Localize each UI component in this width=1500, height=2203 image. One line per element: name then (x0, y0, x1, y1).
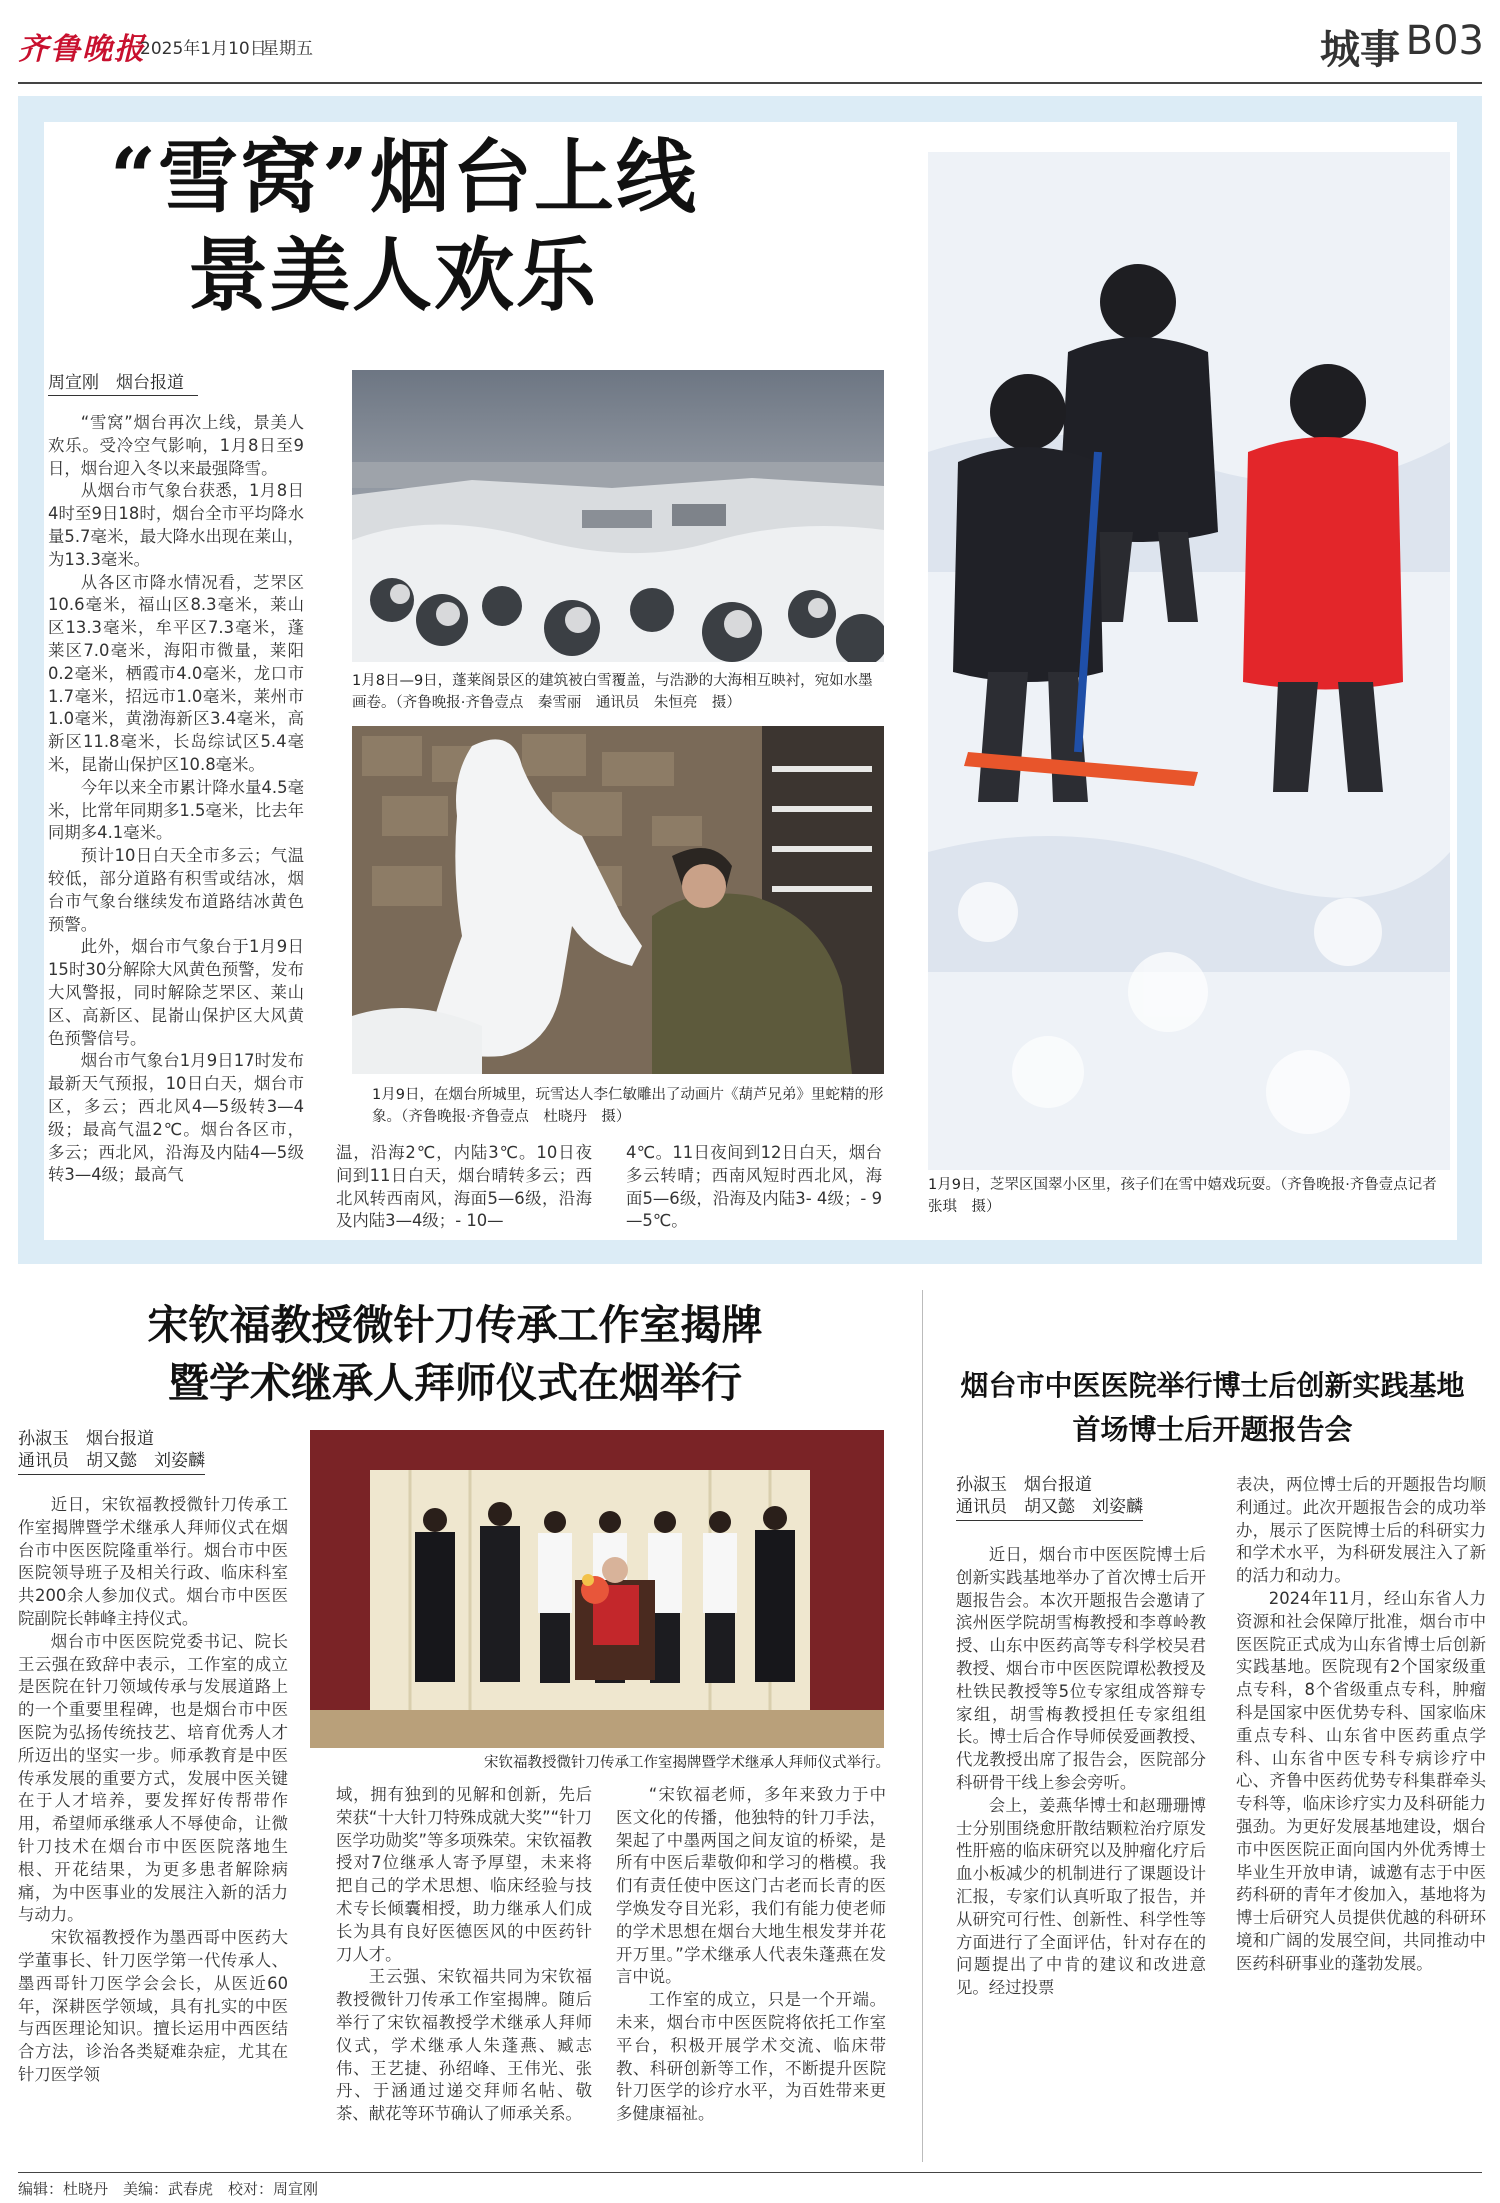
story1-col1-paragraph: 预计10日白天全市多云；气温较低，部分道路有积雪或结冰，烟台市气象台继续发布道路结冰黄色预警。 (48, 846, 304, 934)
story1-col1-paragraph: “雪窝”烟台再次上线，景美人欢乐。受冷空气影响，1月8日至9日，烟台迎入冬以来最强降雪。 (48, 413, 304, 478)
story3-byline-line1: 孙淑玉 烟台报道 (956, 1475, 1092, 1495)
page-credits: 编辑：杜晓丹 美编：武春虎 校对：周宣刚 (18, 2180, 319, 2198)
story3-column-2 (1236, 1474, 1486, 1976)
story3-byline-line2: 通讯员 胡又懿 刘姿麟 (956, 1496, 1143, 1521)
photo3-caption: 1月9日，芝罘区国翠小区里，孩子们在雪中嬉戏玩耍。（齐鲁晚报·齐鲁壹点记者 张琪 摄） (928, 1177, 1452, 1215)
story3-headline (945, 1364, 1480, 1452)
children-snow-image (928, 152, 1450, 1170)
story2-headline-line1: 宋钦福教授微针刀传承工作室揭牌 (147, 1301, 763, 1349)
story3-byline (956, 1474, 1143, 1521)
issue-date: 2025年1月10日 (140, 39, 267, 59)
story1-col2-text: 温，沿海2℃，内陆3℃。10日夜间到11日白天，烟台晴转多云；西北风转西南风，海面5—6级，沿海及内陆3—4级；- 10— (336, 1143, 592, 1231)
story2-byline (18, 1428, 205, 1475)
newspaper-logo: 齐鲁晚报 (18, 32, 146, 67)
story1-column-2 (336, 1142, 592, 1233)
issue-weekday: 星期五 (262, 39, 313, 59)
section-name: 城事 (1320, 27, 1400, 73)
story3-headline-line2: 首场博士后开题报告会 (1072, 1413, 1353, 1446)
story2-headline-line2: 暨学术继承人拜师仪式在烟举行 (168, 1359, 742, 1407)
story2-headline (95, 1296, 815, 1412)
ceremony-image (310, 1430, 884, 1748)
story2-photo-caption: 宋钦福教授微针刀传承工作室揭牌暨学术继承人拜师仪式举行。 (484, 1755, 890, 1771)
photo2-caption: 1月9日，在烟台所城里，玩雪达人李仁敏雕出了动画片《葫芦兄弟》里蛇精的形象。（齐鲁晚报·齐鲁壹点 杜晓丹 摄） (372, 1087, 884, 1125)
story2-column-2 (336, 1784, 592, 2126)
story3-col2-paragraph: 表决，两位博士后的开题报告均顺利通过。此次开题报告会的成功举办，展示了医院博士后的科研实力和学术水平，为科研发展注入了新的活力和动力。 (1236, 1475, 1486, 1586)
story2-byline-line1: 孙淑玉 烟台报道 (18, 1429, 154, 1449)
story1-col3-text: 4℃。11日夜间到12日白天，烟台多云转晴；西南风短时西北风，海面5—6级，沿海及内陆3- 4级；- 9—5℃。 (626, 1143, 882, 1231)
story2-col3-paragraph: 工作室的成立，只是一个开端。未来，烟台市中医医院将依托工作室平台，积极开展学术交流、临床带教、科研创新等工作，不断提升医院针刀医学的诊疗水平，为百姓带来更多健康福祉。 (616, 1990, 886, 2124)
photo-ceremony (310, 1430, 884, 1748)
header-rule (18, 82, 1482, 84)
story3-col1-paragraph: 近日，烟台市中医医院博士后创新实践基地举办了首次博士后开题报告会。本次开题报告会邀请了滨州医学院胡雪梅教授和李尊岭教授、山东中医药高等专科学校吴君教授、烟台市中医医院谭松教授及杜铁民教授等5位专家组成答辩专家组，胡雪梅教授担任专家组组长。博士后合作导师侯爱画教授、代龙教授出席了报告会，医院部分科研骨干线上参会旁听。 (956, 1545, 1206, 1792)
story1-column-1 (48, 412, 304, 1242)
story2-col1-paragraph: 宋钦福教授作为墨西哥中医药大学董事长、针刀医学第一代传承人、墨西哥针刀医学会会长，从医近60年，深耕医学领域，具有扎实的中医与西医理论知识。擅长运用中西医结合方法，诊治各类疑难杂症，尤其在针刀医学领 (18, 1928, 288, 2084)
story3-column-1 (956, 1544, 1206, 2000)
story1-col1-paragraph: 此外，烟台市气象台于1月9日15时30分解除大风黄色预警，发布大风警报，同时解除芝罘区、莱山区、高新区、昆嵛山保护区大风黄色预警信号。 (48, 937, 304, 1048)
photo1-caption: 1月8日—9日，蓬莱阁景区的建筑被白雪覆盖，与浩渺的大海相互映衬，宛如水墨画卷。（齐鲁晚报·齐鲁壹点 秦雪丽 通讯员 朱恒亮 摄） (352, 673, 873, 711)
story1-col1-paragraph: 烟台市气象台1月9日17时发布最新天气预报，10日白天，烟台市区，多云；西北风4—5级转3—4级；最高气温2℃。烟台各区市，多云；西北风，沿海及内陆4—5级转3—4级；最高气 (48, 1051, 304, 1185)
story1-col1-paragraph: 今年以来全市累计降水量4.5毫米，比常年同期多1.5毫米，比去年同期多4.1毫米。 (48, 777, 304, 843)
story2-byline-line2: 通讯员 胡又懿 刘姿麟 (18, 1450, 205, 1475)
footer-rule (18, 2172, 1482, 2173)
story1-col1-paragraph: 从各区市降水情况看，芝罘区10.6毫米，福山区8.3毫米，莱山区13.3毫米，牟平区7.3毫米，蓬莱区7.0毫米，海阳市微量，莱阳0.2毫米，栖霞市4.0毫米，龙口市1.7毫米，招远市1.0毫米，莱州市1.0毫米，黄渤海新区3.4毫米，高新区11.8毫米，长岛综试区5.4毫米，昆嵛山保护区10.8毫米。 (48, 572, 304, 774)
photo-children-snow (928, 152, 1450, 1170)
penglai-snow-image (352, 370, 884, 662)
story2-column-1 (18, 1494, 288, 2166)
story3-col2-paragraph: 2024年11月，经山东省人力资源和社会保障厅批准，烟台市中医医院正式成为山东省博士后创新实践基地。医院现有2个国家级重点专科，8个省级重点专科，肿瘤科是国家中医优势专科、国家临床重点专科、山东省中医药重点学科、山东省中医专科专病诊疗中心、齐鲁中医药优势专科集群牵头专科等，临床诊疗实力及科研能力强劲。为更好发展基地建设，烟台市中医医院正面向国内外优秀博士毕业生开放申请，诚邀有志于中医药科研的青年才俊加入，基地将为博士后研究人员提供优越的科研环境和广阔的发展空间，共同推动中医药科研事业的蓬勃发展。 (1236, 1588, 1486, 1973)
story2-col3-paragraph: “宋钦福老师，多年来致力于中医文化的传播，他独特的针刀手法，架起了中墨两国之间友谊的桥梁，是所有中医后辈敬仰和学习的楷模。我们有责任使中医这门古老而长青的医学焕发夺目光彩，我们有能力使老师的学术思想在烟台大地生根发芽并花开万里。”学术继承人代表朱蓬燕在发言中说。 (616, 1785, 886, 1987)
snow-sculpture-image (352, 726, 884, 1074)
story1-headline (110, 128, 810, 324)
story3-col1-paragraph: 会上，姜燕华博士和赵珊珊博士分别围绕愈肝散结颗粒治疗原发性肝癌的临床研究以及肿瘤化疗后血小板减少的机制进行了课题设计汇报，专家们认真听取了报告，并从研究可行性、创新性、科学性等方面进行了全面评估，针对存在的问题提出了中肯的建议和改进意见。经过投票 (956, 1795, 1206, 1998)
story1-headline-line1: “雪窝”烟台上线 (110, 130, 699, 224)
story2-col2-paragraph: 王云强、宋钦福共同为宋钦福教授微针刀传承工作室揭牌。随后举行了宋钦福教授学术继承人拜师仪式，学术继承人朱蓬燕、臧志伟、王艺捷、孙绍峰、王伟光、张丹、于涵通过递交拜师名帖、敬茶、献花等环节确认了师承关系。 (336, 1967, 592, 2124)
story1-column-3 (626, 1142, 882, 1233)
story3-headline-line1: 烟台市中医医院举行博士后创新实践基地 (960, 1369, 1465, 1402)
story1-col1-paragraph: 从烟台市气象台获悉，1月8日4时至9日18时，烟台全市平均降水量5.7毫米，最大降水出现在莱山，为13.3毫米。 (48, 481, 304, 569)
story2-col1-paragraph: 烟台市中医医院党委书记、院长王云强在致辞中表示，工作室的成立是医院在针刀领域传承与发展道路上的一个重要里程碑，也是烟台市中医医院为弘扬传统技艺、培育优秀人才所迈出的坚实一步。师承教育是中医传承发展的重要方式，发展中医关键在于人才培养，要发挥好传帮带作用，希望师承继承人不辱使命，让微针刀技术在烟台市中医医院落地生根、开花结果，为更多患者解除病痛，为中医事业的发展注入新的活力与动力。 (18, 1631, 288, 1925)
column-divider (922, 1290, 923, 2162)
photo-snow-sculpture (352, 726, 884, 1074)
story2-col1-paragraph: 近日，宋钦福教授微针刀传承工作室揭牌暨学术继承人拜师仪式在烟台市中医医院隆重举行。烟台市中医医院领导班子及相关行政、临床科室共200余人参加仪式。烟台市中医医院副院长韩峰主持仪式。 (18, 1495, 288, 1628)
page-number: B03 (1405, 18, 1484, 64)
photo-penglai-snow (352, 370, 884, 662)
story2-column-3 (616, 1784, 886, 2126)
story2-col2-paragraph: 域，拥有独到的见解和创新，先后荣获“十大针刀特殊成就大奖”“针刀医学功勋奖”等多项殊荣。宋钦福教授对7位继承人寄予厚望，未来将把自己的学术思想、临床经验与技术专长倾囊相授，助力继承人们成长为具有良好医德医风的中医药针刀人才。 (336, 1785, 592, 1964)
story1-byline: 周宣刚 烟台报道 (48, 368, 198, 396)
story1-headline-line2: 景美人欢乐 (188, 228, 598, 322)
